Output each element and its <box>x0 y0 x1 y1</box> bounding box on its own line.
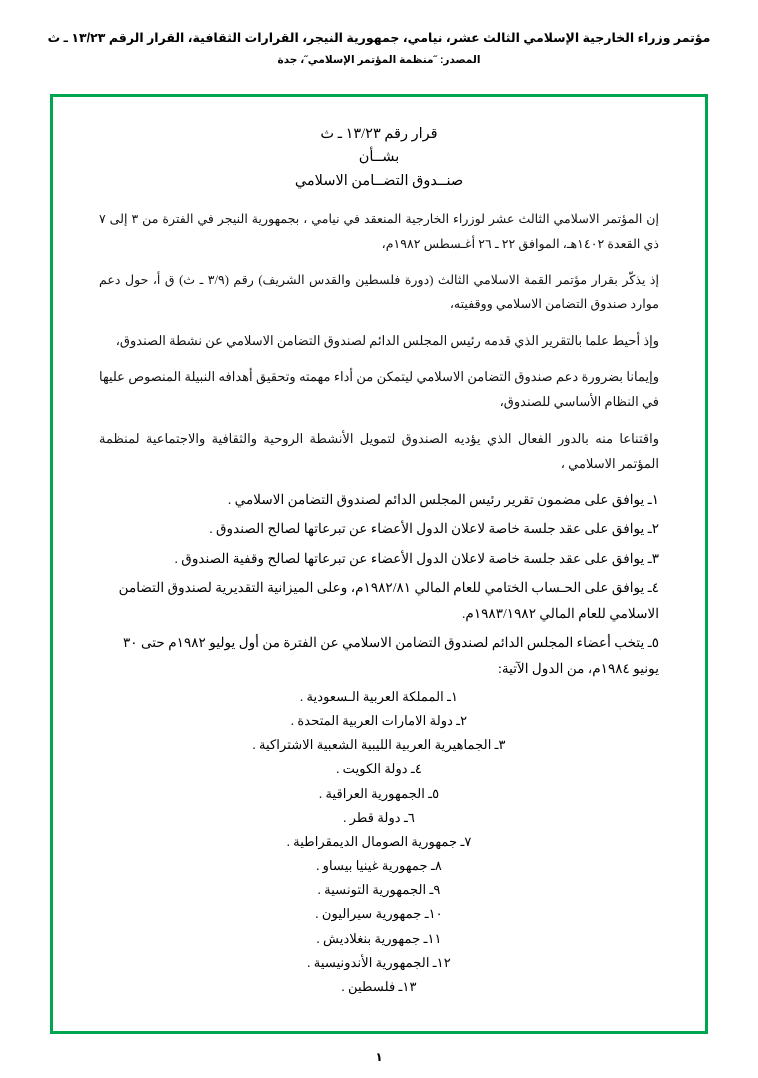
resolution-subject-label: بشــأن <box>358 149 400 166</box>
resolution-number: قرار رقم ١٣/٢٣ ـ ث <box>320 126 438 142</box>
clause-item: ١ـ يوافق على مضمون تقرير رئيس المجلس الدائم لصندوق التضامن الاسلامي . <box>227 492 659 508</box>
preamble-paragraph: وإذ أحيط علما بالتقرير الذي قدمه رئيس المجلس الدائم لصندوق التضامن الاسلامي عن نشطة الصندوق، <box>115 332 659 348</box>
list-item: ٨ـ جمهورية غينيا بيساو . <box>316 858 442 874</box>
resolution-subject: صنــدوق التضــامن الاسلامي <box>294 172 464 189</box>
page-number: ١ <box>375 1050 383 1064</box>
resolution-title <box>99 123 659 193</box>
content-body <box>53 97 705 1009</box>
preamble-section <box>99 207 659 476</box>
preamble-paragraph: وإيمانا بضرورة دعم صندوق التضامن الاسلامي ليتمكن من أداء مهمته وتحقيق أهدافه النبيلة المنصوص عليها في النظام الأساسي للصندوق، <box>99 368 659 410</box>
list-item: ١ـ المملكة العربية الـسعودية . <box>299 689 459 705</box>
list-item: ٦ـ دولة قطر . <box>343 809 415 825</box>
document-header <box>0 0 758 66</box>
list-item: ٣ـ الجماهيرية العربية الليبية الشعبية الاشتراكية . <box>252 737 506 753</box>
clauses-section <box>99 487 659 682</box>
preamble-paragraph: إذ يذكّر بقرار مؤتمر القمة الاسلامي الثالث (دورة فلسطين والقدس الشريف) رقم (٣/٩ ـ ث) ق أ، حول دعم موارد صندوق التضامن الاسلامي ووقفيته، <box>99 272 659 312</box>
list-item: ١٢ـ الجمهورية الأندونيسية . <box>307 954 451 970</box>
list-item: ١٣ـ فلسطين . <box>341 978 417 994</box>
list-item: ١٠ـ جمهورية سيراليون . <box>315 906 443 922</box>
list-item: ٧ـ جمهورية الصومال الديمقراطية . <box>286 833 472 849</box>
clause-item: ٤ـ يوافق على الحـساب الختامي للعام المالي ١٩٨٢/٨١م، وعلى الميزانية التقديرية لصندوق التضامن الاسلامي للعام المالي ١٩٨٣/١٩٨٢م. <box>118 579 659 621</box>
clause-item: ٢ـ يوافق على عقد جلسة خاصة لاعلان الدول الأعضاء عن تبرعاتها لصالح الصندوق . <box>209 521 659 537</box>
list-item: ٩ـ الجمهورية التونسية . <box>317 882 441 898</box>
list-item: ١١ـ جمهورية بنغلاديش . <box>316 930 442 946</box>
header-source-line: المصدر: ˝منظمة المؤتمر الإسلامي˝، جدة <box>277 54 481 66</box>
clause-item: ٣ـ يوافق على عقد جلسة خاصة لاعلان الدول الأعضاء عن تبرعاتها لصالح وقفية الصندوق . <box>174 550 659 566</box>
preamble-paragraph: إن المؤتمر الاسلامي الثالث عشر لوزراء الخارجية المنعقد في نيامي ، بجمهورية النيجر في الفترة من ٣ إلى ٧ ذي القعدة ١٤٠٢هـ، الموافق ٢٢ ـ ٢٦ أغـسطس ١٩٨٢م، <box>99 212 659 251</box>
header-title-line: مؤتمر وزراء الخارجية الإسلامي الثالث عشر، نيامي، جمهورية النيجر، القرارات الثقافية، القرار الرقم ١٣/٢٣ ـ ث <box>47 31 711 45</box>
list-item: ٥ـ الجمهورية العراقية . <box>318 785 440 801</box>
member-states-list <box>99 685 659 999</box>
preamble-paragraph: واقتناعا منه بالدور الفعال الذي يؤديه الصندوق لتمويل الأنشطة الروحية والثقافية والاجتماعية لمنظمة المؤتمر الاسلامي ، <box>99 430 659 472</box>
list-item: ٢ـ دولة الامارات العربية المتحدة . <box>290 713 468 729</box>
content-frame <box>50 94 708 1034</box>
clause-item: ٥ـ يتخب أعضاء المجلس الدائم لصندوق التضامن الاسلامي عن الفترة من أول يوليو ١٩٨٢م حتى ٣٠ يونيو ١٩٨٤م، من الدول الآتية: <box>122 634 659 676</box>
list-item: ٤ـ دولة الكويت . <box>336 761 422 777</box>
